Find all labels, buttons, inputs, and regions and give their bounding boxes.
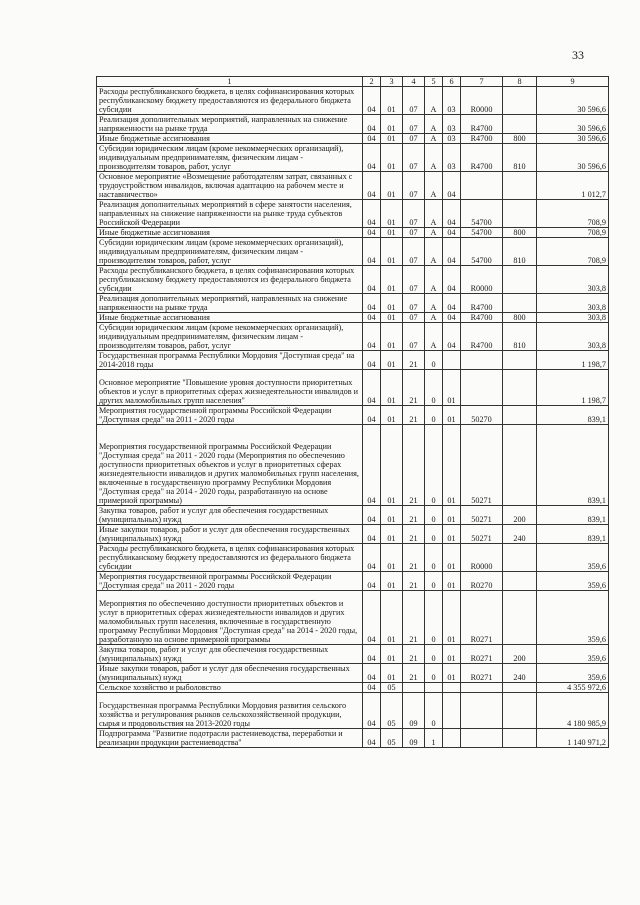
code-cell: 01 bbox=[443, 406, 461, 425]
code-cell: 07 bbox=[403, 228, 425, 238]
code-cell: 50271 bbox=[461, 425, 503, 506]
code-cell bbox=[503, 406, 537, 425]
table-row bbox=[97, 313, 609, 323]
code-cell: 04 bbox=[443, 172, 461, 200]
code-cell bbox=[503, 294, 537, 313]
code-cell: А bbox=[425, 115, 443, 134]
amount-cell: 359,6 bbox=[537, 591, 609, 645]
code-cell: 03 bbox=[443, 134, 461, 144]
code-cell: 03 bbox=[443, 115, 461, 134]
column-header: 5 bbox=[425, 77, 443, 87]
table-row bbox=[97, 591, 609, 645]
code-cell: 04 bbox=[443, 266, 461, 294]
code-cell: 07 bbox=[403, 172, 425, 200]
code-cell: 0 bbox=[425, 351, 443, 370]
code-cell: 54700 bbox=[461, 228, 503, 238]
code-cell: 04 bbox=[443, 313, 461, 323]
code-cell: 09 bbox=[403, 729, 425, 748]
amount-cell: 303,8 bbox=[537, 266, 609, 294]
row-name-cell: Основное мероприятие "Повышение уровня доступности приоритетных объектов и услуг в приоритетных сферах жизнедеятельности инвалидов и других маломобильных групп населения" bbox=[97, 370, 363, 406]
code-cell: 01 bbox=[381, 294, 403, 313]
code-cell bbox=[403, 683, 425, 693]
code-cell: 04 bbox=[363, 525, 381, 544]
amount-cell: 1 140 971,2 bbox=[537, 729, 609, 748]
code-cell: 1 bbox=[425, 729, 443, 748]
code-cell: 01 bbox=[381, 313, 403, 323]
code-cell bbox=[425, 683, 443, 693]
code-cell: 04 bbox=[363, 294, 381, 313]
code-cell bbox=[503, 172, 537, 200]
code-cell: R4700 bbox=[461, 313, 503, 323]
code-cell: 21 bbox=[403, 406, 425, 425]
row-name-cell: Основное мероприятие «Возмещение работодателям затрат, связанных с трудоустройством инвалидов, включая адаптацию на рабочем месте и наставничество» bbox=[97, 172, 363, 200]
code-cell: 04 bbox=[363, 683, 381, 693]
code-cell: 09 bbox=[403, 693, 425, 729]
code-cell bbox=[503, 200, 537, 228]
amount-cell: 30 596,6 bbox=[537, 87, 609, 115]
code-cell: 21 bbox=[403, 506, 425, 525]
code-cell: 07 bbox=[403, 134, 425, 144]
code-cell bbox=[503, 591, 537, 645]
code-cell: 0 bbox=[425, 506, 443, 525]
code-cell bbox=[461, 370, 503, 406]
code-cell: А bbox=[425, 238, 443, 266]
amount-cell: 359,6 bbox=[537, 645, 609, 664]
table-row bbox=[97, 266, 609, 294]
code-cell bbox=[503, 544, 537, 572]
code-cell: R4700 bbox=[461, 323, 503, 351]
code-cell: 04 bbox=[363, 572, 381, 591]
row-name-cell: Закупка товаров, работ и услуг для обеспечения государственных (муниципальных) нужд bbox=[97, 645, 363, 664]
code-cell: 03 bbox=[443, 87, 461, 115]
table-row bbox=[97, 544, 609, 572]
table-row bbox=[97, 425, 609, 506]
code-cell: 04 bbox=[443, 200, 461, 228]
code-cell bbox=[443, 693, 461, 729]
amount-cell: 303,8 bbox=[537, 313, 609, 323]
code-cell: 04 bbox=[443, 294, 461, 313]
code-cell: 800 bbox=[503, 313, 537, 323]
code-cell: 01 bbox=[381, 323, 403, 351]
code-cell: 01 bbox=[381, 370, 403, 406]
code-cell: 04 bbox=[363, 313, 381, 323]
amount-cell: 1 012,7 bbox=[537, 172, 609, 200]
table-row bbox=[97, 228, 609, 238]
amount-cell: 708,9 bbox=[537, 228, 609, 238]
budget-table bbox=[96, 76, 609, 748]
code-cell: 04 bbox=[363, 134, 381, 144]
code-cell: R0270 bbox=[461, 572, 503, 591]
code-cell: 07 bbox=[403, 87, 425, 115]
code-cell bbox=[461, 729, 503, 748]
code-cell: 01 bbox=[443, 664, 461, 683]
code-cell: 810 bbox=[503, 238, 537, 266]
code-cell: 21 bbox=[403, 370, 425, 406]
code-cell: 05 bbox=[381, 693, 403, 729]
code-cell: 01 bbox=[443, 525, 461, 544]
row-name-cell: Закупка товаров, работ и услуг для обеспечения государственных (муниципальных) нужд bbox=[97, 506, 363, 525]
row-name-cell: Сельское хозяйство и рыболовство bbox=[97, 683, 363, 693]
code-cell bbox=[461, 351, 503, 370]
code-cell: 01 bbox=[381, 200, 403, 228]
code-cell: 200 bbox=[503, 645, 537, 664]
code-cell: 04 bbox=[363, 351, 381, 370]
row-name-cell: Государственная программа Республики Мордовия "Доступная среда" на 2014-2018 годы bbox=[97, 351, 363, 370]
code-cell: 21 bbox=[403, 351, 425, 370]
code-cell: 01 bbox=[381, 544, 403, 572]
amount-cell: 1 198,7 bbox=[537, 351, 609, 370]
code-cell: А bbox=[425, 323, 443, 351]
code-cell: 54700 bbox=[461, 200, 503, 228]
row-name-cell: Мероприятия по обеспечению доступности приоритетных объектов и услуг в приоритетных сферах жизнедеятельности инвалидов и других маломобильных групп населения, включенные в государственную программу Республики Мордовия "Доступная среда" на 2014 - 2020 годы, разработанную на основе примерной программы bbox=[97, 591, 363, 645]
code-cell: 01 bbox=[381, 351, 403, 370]
amount-cell: 359,6 bbox=[537, 572, 609, 591]
code-cell: 21 bbox=[403, 645, 425, 664]
code-cell: 810 bbox=[503, 144, 537, 172]
code-cell: 01 bbox=[381, 228, 403, 238]
code-cell: 04 bbox=[363, 425, 381, 506]
code-cell bbox=[503, 425, 537, 506]
code-cell: 04 bbox=[363, 238, 381, 266]
code-cell: 01 bbox=[381, 144, 403, 172]
code-cell: 01 bbox=[443, 506, 461, 525]
code-cell: 04 bbox=[363, 172, 381, 200]
code-cell: 05 bbox=[381, 683, 403, 693]
code-cell: 01 bbox=[381, 115, 403, 134]
code-cell: R4700 bbox=[461, 144, 503, 172]
table-row bbox=[97, 294, 609, 313]
code-cell: 50271 bbox=[461, 506, 503, 525]
code-cell bbox=[443, 729, 461, 748]
code-cell: 04 bbox=[443, 238, 461, 266]
code-cell: 04 bbox=[363, 693, 381, 729]
code-cell: 04 bbox=[363, 266, 381, 294]
table-row bbox=[97, 406, 609, 425]
code-cell bbox=[503, 266, 537, 294]
code-cell bbox=[503, 370, 537, 406]
table-row bbox=[97, 664, 609, 683]
code-cell: 01 bbox=[381, 87, 403, 115]
code-cell: 01 bbox=[381, 172, 403, 200]
code-cell: 04 bbox=[363, 228, 381, 238]
code-cell: R0271 bbox=[461, 645, 503, 664]
code-cell: 04 bbox=[363, 591, 381, 645]
table-row bbox=[97, 238, 609, 266]
code-cell: 04 bbox=[363, 144, 381, 172]
amount-cell: 839,1 bbox=[537, 406, 609, 425]
row-name-cell: Расходы республиканского бюджета, в целях софинансирования которых республиканскому бюджету предоставляются из федерального бюджета субсидии bbox=[97, 266, 363, 294]
code-cell: 01 bbox=[443, 591, 461, 645]
code-cell: R0271 bbox=[461, 664, 503, 683]
amount-cell: 708,9 bbox=[537, 238, 609, 266]
code-cell: 04 bbox=[363, 370, 381, 406]
table-row bbox=[97, 172, 609, 200]
amount-cell: 4 180 985,9 bbox=[537, 693, 609, 729]
table-body bbox=[97, 87, 609, 748]
code-cell: 50271 bbox=[461, 525, 503, 544]
column-header: 9 bbox=[537, 77, 609, 87]
code-cell: 04 bbox=[363, 323, 381, 351]
code-cell: 04 bbox=[363, 406, 381, 425]
amount-cell: 303,8 bbox=[537, 294, 609, 313]
code-cell: А bbox=[425, 266, 443, 294]
row-name-cell: Иные бюджетные ассигнования bbox=[97, 134, 363, 144]
amount-cell: 30 596,6 bbox=[537, 144, 609, 172]
code-cell: А bbox=[425, 294, 443, 313]
code-cell bbox=[503, 683, 537, 693]
code-cell: 05 bbox=[381, 729, 403, 748]
code-cell: 240 bbox=[503, 525, 537, 544]
code-cell: 0 bbox=[425, 425, 443, 506]
code-cell: 01 bbox=[381, 664, 403, 683]
code-cell: R0000 bbox=[461, 87, 503, 115]
row-name-cell: Реализация дополнительных мероприятий в сфере занятости населения, направленных на снижение напряженности на рынке труда субъектов Российской Федерации bbox=[97, 200, 363, 228]
table-row bbox=[97, 506, 609, 525]
table-row bbox=[97, 683, 609, 693]
code-cell: 810 bbox=[503, 323, 537, 351]
table-row bbox=[97, 370, 609, 406]
row-name-cell: Иные бюджетные ассигнования bbox=[97, 313, 363, 323]
code-cell: 800 bbox=[503, 134, 537, 144]
column-header: 4 bbox=[403, 77, 425, 87]
code-cell: R0000 bbox=[461, 544, 503, 572]
code-cell: 01 bbox=[381, 134, 403, 144]
amount-cell: 1 198,7 bbox=[537, 370, 609, 406]
code-cell: 01 bbox=[381, 266, 403, 294]
code-cell: 0 bbox=[425, 370, 443, 406]
row-name-cell: Мероприятия государственной программы Российской Федерации "Доступная среда" на 2011 - 2020 годы bbox=[97, 406, 363, 425]
row-name-cell: Субсидии юридическим лицам (кроме некоммерческих организаций), индивидуальным предпринимателям, физическим лицам - производителям товаров, работ, услуг bbox=[97, 144, 363, 172]
code-cell: 04 bbox=[443, 228, 461, 238]
amount-cell: 30 596,6 bbox=[537, 115, 609, 134]
code-cell: 07 bbox=[403, 323, 425, 351]
row-name-cell: Расходы республиканского бюджета, в целях софинансирования которых республиканскому бюджету предоставляются из федерального бюджета субсидии bbox=[97, 544, 363, 572]
table-row bbox=[97, 525, 609, 544]
code-cell: 0 bbox=[425, 645, 443, 664]
code-cell: 01 bbox=[381, 238, 403, 266]
code-cell: А bbox=[425, 200, 443, 228]
code-cell: 07 bbox=[403, 294, 425, 313]
table-row bbox=[97, 115, 609, 134]
code-cell: 01 bbox=[443, 370, 461, 406]
code-cell: 200 bbox=[503, 506, 537, 525]
code-cell: R4700 bbox=[461, 294, 503, 313]
code-cell: А bbox=[425, 228, 443, 238]
table-header-row bbox=[97, 77, 609, 87]
column-header: 6 bbox=[443, 77, 461, 87]
code-cell: 21 bbox=[403, 525, 425, 544]
code-cell: 01 bbox=[443, 544, 461, 572]
code-cell bbox=[503, 115, 537, 134]
code-cell: 04 bbox=[363, 200, 381, 228]
code-cell: 03 bbox=[443, 144, 461, 172]
code-cell: 07 bbox=[403, 144, 425, 172]
row-name-cell: Иные бюджетные ассигнования bbox=[97, 228, 363, 238]
code-cell: 50270 bbox=[461, 406, 503, 425]
code-cell: 07 bbox=[403, 115, 425, 134]
table-row bbox=[97, 572, 609, 591]
code-cell: 21 bbox=[403, 572, 425, 591]
code-cell: 01 bbox=[443, 572, 461, 591]
code-cell: 04 bbox=[443, 323, 461, 351]
row-name-cell: Реализация дополнительных мероприятий, направленных на снижение напряженности на рынке труда bbox=[97, 294, 363, 313]
amount-cell: 30 596,6 bbox=[537, 134, 609, 144]
page-number: 33 bbox=[572, 48, 584, 62]
code-cell bbox=[443, 351, 461, 370]
code-cell: 04 bbox=[363, 544, 381, 572]
code-cell: А bbox=[425, 134, 443, 144]
column-header: 7 bbox=[461, 77, 503, 87]
row-name-cell: Мероприятия государственной программы Российской Федерации "Доступная среда" на 2011 - 2020 годы (Мероприятия по обеспечению доступности приоритетных объектов и услуг в приоритетных сферах жизнедеятельности инвалидов и других маломобильных групп населения, включенные в государственную программу Республики Мордовия "Доступная среда" на 2014 - 2020 годы, разработанную на основе примерной программы) bbox=[97, 425, 363, 506]
code-cell bbox=[443, 683, 461, 693]
code-cell bbox=[461, 683, 503, 693]
row-name-cell: Субсидии юридическим лицам (кроме некоммерческих организаций), индивидуальным предпринимателям, физическим лицам - производителям товаров, работ, услуг bbox=[97, 238, 363, 266]
code-cell: А bbox=[425, 172, 443, 200]
code-cell: 07 bbox=[403, 313, 425, 323]
table-row bbox=[97, 134, 609, 144]
code-cell: 0 bbox=[425, 572, 443, 591]
code-cell: 07 bbox=[403, 200, 425, 228]
column-header: 1 bbox=[97, 77, 363, 87]
code-cell: 04 bbox=[363, 645, 381, 664]
code-cell: 01 bbox=[381, 572, 403, 591]
code-cell: 04 bbox=[363, 506, 381, 525]
code-cell: 01 bbox=[381, 591, 403, 645]
table-row bbox=[97, 693, 609, 729]
row-name-cell: Иные закупки товаров, работ и услуг для обеспечения государственных (муниципальных) нужд bbox=[97, 664, 363, 683]
row-name-cell: Мероприятия государственной программы Российской Федерации "Доступная среда" на 2011 - 2020 годы bbox=[97, 572, 363, 591]
table-row bbox=[97, 200, 609, 228]
table-row bbox=[97, 87, 609, 115]
row-name-cell: Подпрограмма "Развитие подотрасли растениеводства, переработки и реализации продукции растениеводства" bbox=[97, 729, 363, 748]
code-cell: 01 bbox=[381, 525, 403, 544]
code-cell: R4700 bbox=[461, 115, 503, 134]
code-cell: 21 bbox=[403, 591, 425, 645]
code-cell bbox=[503, 693, 537, 729]
code-cell: R4700 bbox=[461, 134, 503, 144]
row-name-cell: Реализация дополнительных мероприятий, направленных на снижение напряженности на рынке труда bbox=[97, 115, 363, 134]
code-cell: 0 bbox=[425, 693, 443, 729]
code-cell bbox=[461, 693, 503, 729]
code-cell: 07 bbox=[403, 238, 425, 266]
code-cell: А bbox=[425, 87, 443, 115]
code-cell: R0271 bbox=[461, 591, 503, 645]
code-cell bbox=[503, 351, 537, 370]
code-cell: 240 bbox=[503, 664, 537, 683]
amount-cell: 303,8 bbox=[537, 323, 609, 351]
code-cell bbox=[503, 87, 537, 115]
column-header: 8 bbox=[503, 77, 537, 87]
column-header: 2 bbox=[363, 77, 381, 87]
amount-cell: 708,9 bbox=[537, 200, 609, 228]
code-cell: 04 bbox=[363, 115, 381, 134]
code-cell: 04 bbox=[363, 664, 381, 683]
code-cell: 54700 bbox=[461, 238, 503, 266]
code-cell: 21 bbox=[403, 425, 425, 506]
code-cell: 01 bbox=[381, 506, 403, 525]
table-row bbox=[97, 729, 609, 748]
column-header: 3 bbox=[381, 77, 403, 87]
code-cell: 01 bbox=[381, 425, 403, 506]
code-cell: А bbox=[425, 144, 443, 172]
code-cell: 04 bbox=[363, 87, 381, 115]
table-row bbox=[97, 323, 609, 351]
amount-cell: 839,1 bbox=[537, 506, 609, 525]
amount-cell: 839,1 bbox=[537, 425, 609, 506]
amount-cell: 839,1 bbox=[537, 525, 609, 544]
amount-cell: 359,6 bbox=[537, 664, 609, 683]
table-row bbox=[97, 144, 609, 172]
code-cell: 800 bbox=[503, 228, 537, 238]
code-cell: 0 bbox=[425, 544, 443, 572]
code-cell: 0 bbox=[425, 591, 443, 645]
amount-cell: 4 355 972,6 bbox=[537, 683, 609, 693]
table-row bbox=[97, 645, 609, 664]
amount-cell: 359,6 bbox=[537, 544, 609, 572]
code-cell: 01 bbox=[381, 645, 403, 664]
code-cell: 01 bbox=[381, 406, 403, 425]
row-name-cell: Иные закупки товаров, работ и услуг для обеспечения государственных (муниципальных) нужд bbox=[97, 525, 363, 544]
code-cell: 0 bbox=[425, 406, 443, 425]
code-cell: 07 bbox=[403, 266, 425, 294]
code-cell: 21 bbox=[403, 544, 425, 572]
code-cell: 01 bbox=[443, 645, 461, 664]
code-cell: 0 bbox=[425, 525, 443, 544]
row-name-cell: Расходы республиканского бюджета, в целях софинансирования которых республиканскому бюджету предоставляются из федерального бюджета субсидии bbox=[97, 87, 363, 115]
code-cell: 01 bbox=[443, 425, 461, 506]
row-name-cell: Субсидии юридическим лицам (кроме некоммерческих организаций), индивидуальным предпринимателям, физическим лицам - производителям товаров, работ, услуг bbox=[97, 323, 363, 351]
code-cell: R0000 bbox=[461, 266, 503, 294]
code-cell: А bbox=[425, 313, 443, 323]
row-name-cell: Государственная программа Республики Мордовия развития сельского хозяйства и регулирования рынков сельскохозяйственной продукции, сырья и продовольствия на 2013-2020 годы bbox=[97, 693, 363, 729]
code-cell bbox=[503, 572, 537, 591]
code-cell bbox=[503, 729, 537, 748]
code-cell: 21 bbox=[403, 664, 425, 683]
code-cell: 0 bbox=[425, 664, 443, 683]
code-cell: 04 bbox=[363, 729, 381, 748]
table-row bbox=[97, 351, 609, 370]
code-cell bbox=[461, 172, 503, 200]
